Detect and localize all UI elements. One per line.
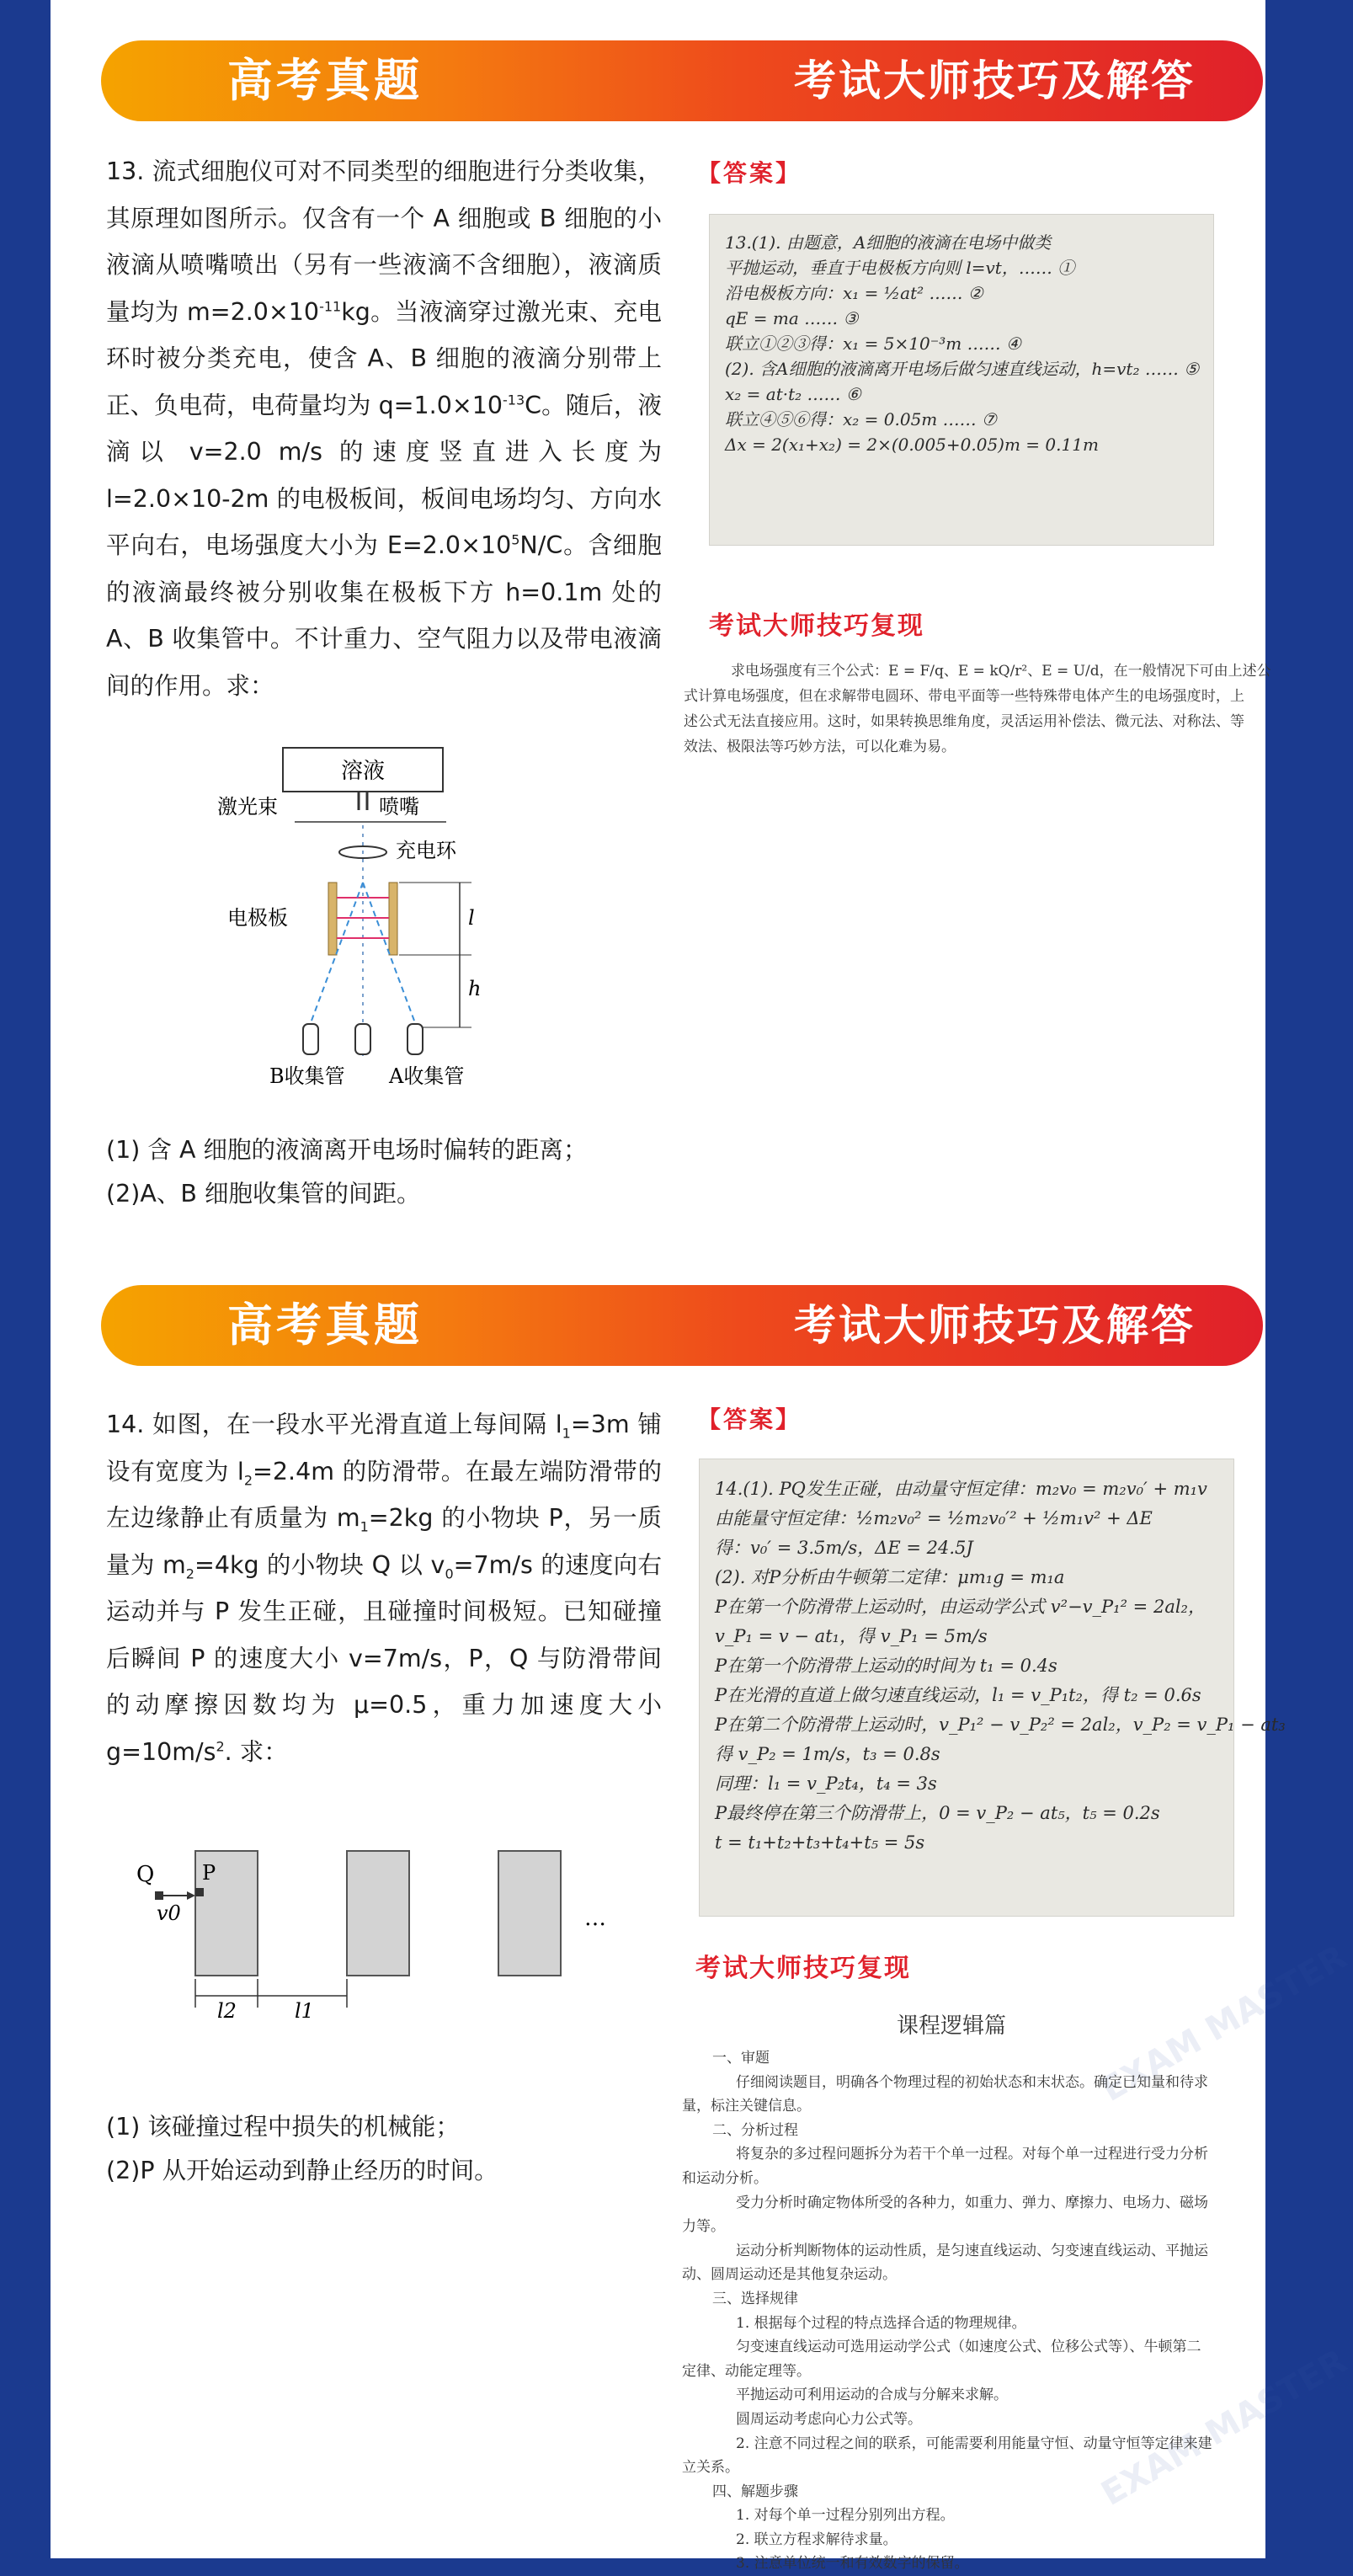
answer-label: 【答案】 (697, 159, 802, 187)
handwritten-line: 得：v₀′ = 3.5m/s，ΔE = 24.5J (715, 1538, 973, 1558)
fig-solution-label: 溶液 (340, 759, 386, 784)
subquestion-1: (1) 该碰撞过程中损失的机械能； (106, 2113, 460, 2141)
course-line: 1. 对每个单一过程分别列出方程。 (736, 2507, 955, 2525)
technique-text-line1: 求电场强度有三个公式：E = F/q、E = kQ/r²、E = U/d，在一般情况下可由上述公 (731, 663, 1271, 680)
course-line: 将复杂的多过程问题拆分为若干个单一过程。对每个单一过程进行受力分析 (736, 2146, 1208, 2163)
fig-l-label: l (468, 906, 475, 930)
fig-plate-label: 电极板 (227, 906, 288, 930)
course-line: 受力分析时确定物体所受的各种力，如重力、弹力、摩擦力、电场力、磁场 (736, 2194, 1208, 2211)
course-line: 一、审题 (712, 2050, 770, 2067)
handwritten-line: 同理：l₁ = v_P₂t₄，t₄ = 3s (715, 1773, 937, 1794)
course-line: 力等。 (682, 2218, 725, 2236)
course-line: 3. 注意单位统一和有效数字的保留。 (736, 2555, 969, 2573)
section-banner (101, 40, 1263, 121)
course-line: 立关系。 (682, 2459, 739, 2477)
fig-b-tube-label: B收集管 (269, 1064, 345, 1088)
course-line: 匀变速直线运动可选用运动学公式（如速度公式、位移公式等）、牛顿第二 (736, 2339, 1201, 2356)
handwritten-answer-14 (699, 1459, 1286, 1917)
course-line: 和运动分析。 (682, 2169, 768, 2187)
handwritten-line: t = t₁+t₂+t₃+t₄+t₅ = 5s (715, 1832, 925, 1853)
handwritten-line: 由能量守恒定律：½m₂v₀² = ½m₂v₀′² + ½m₁v² + ΔE (715, 1508, 1153, 1528)
course-line: 动、圆周运动还是其他复杂运动。 (682, 2266, 897, 2284)
anti-skid-strip-diagram (135, 1836, 657, 1979)
handwritten-line: P在第一个防滑带上运动时，由运动学公式 v²−v_P₁² = 2al₂， (715, 1597, 1206, 1617)
course-line: 运动分析判断物体的运动性质，是匀速直线运动、匀变速直线运动、平抛运 (736, 2242, 1208, 2259)
handwritten-line: 13.(1). 由题意，A细胞的液滴在电场中做类 (725, 232, 1052, 253)
handwritten-line: P在第二个防滑带上运动时，v_P₁² − v_P₂² = 2al₂，v_P₂ = v_P₁ − at₃ (715, 1715, 1286, 1735)
fig-dots: … (584, 1906, 606, 1931)
banner-title-left: 高考真题 (227, 54, 423, 107)
handwritten-line: 联立①②③得：x₁ = 5×10⁻³m …… ④ (725, 333, 1021, 354)
handwritten-line: 联立④⑤⑥得：x₂ = 0.05m …… ⑦ (725, 409, 997, 429)
fig-h-label: h (468, 977, 482, 1000)
subquestion-2: (2)P 从开始运动到静止经历的时间。 (106, 2157, 498, 2184)
course-line: 定律、动能定理等。 (682, 2362, 811, 2380)
course-line: 圆周运动考虑向心力公式等。 (736, 2410, 922, 2428)
course-line: 仔细阅读题目，明确各个物理过程的初始状态和末状态。确定已知量和待求 (736, 2073, 1208, 2091)
handwritten-line: (2). 对P分析由牛顿第二定律：μm₁g = m₁a (715, 1567, 1065, 1587)
course-title: 课程逻辑篇 (896, 2013, 1006, 2039)
fig-v0-label: v0 (157, 1901, 181, 1925)
flow-cytometer-diagram (210, 741, 581, 1095)
handwritten-line: Δx = 2(x₁+x₂) = 2×(0.005+0.05)m = 0.11m (725, 435, 1099, 455)
course-logic-section (682, 2008, 1221, 2576)
handwritten-line: P最终停在第三个防滑带上，0 = v_P₂ − at₅，t₅ = 0.2s (715, 1803, 1160, 1823)
answer-label: 【答案】 (697, 1405, 802, 1433)
handwritten-line: P在第一个防滑带上运动的时间为 t₁ = 0.4s (715, 1656, 1057, 1676)
handwritten-line: x₂ = at·t₂ …… ⑥ (725, 384, 861, 404)
course-line: 四、解题步骤 (712, 2483, 798, 2500)
fig-nozzle-label: 喷嘴 (379, 795, 419, 819)
fig-ring-label: 充电环 (396, 839, 456, 862)
banner-title-right: 考试大师技巧及解答 (794, 56, 1196, 105)
technique-text-body: 式计算电场强度，但在求解带电圆环、带电平面等一些特殊带电体产生的电场强度时，上述公式无法直接应用。这时，如果转换思维角度，灵活运用补偿法、微元法、对称法、等效法、极限法等巧妙方法，可以化难为易。 (684, 688, 1244, 755)
course-line: 2. 联立方程求解待求量。 (736, 2531, 898, 2548)
fig-q-label: Q (136, 1862, 155, 1887)
watermark: EXAM MASTER (1095, 2342, 1353, 2514)
course-line: 二、分析过程 (712, 2121, 798, 2139)
handwritten-line: v_P₁ = v − at₁，得 v_P₁ = 5m/s (715, 1626, 988, 1646)
question-13-text: 13. 流式细胞仪可对不同类型的细胞进行分类收集，其原理如图所示。仅含有一个 A 细胞或 B 细胞的小液滴从喷嘴喷出（另有一些液滴不含细胞），液滴质量均为 $m=2.0\times 10^{-11}kg$。当液滴穿过激光束、充电环时被分类充电，使含 A、B 细胞的液滴分别带上正、负电荷，电荷量均为 $q=1.0\times 10^{-13}C$。随后，液滴以 v=2.0 m/s 的速度竖直进入长度为 l=2.0×10-2m 的电极板间，板间电场均匀、方向水平向右，电场强度大小为 $E=2.0\times 10^5N/C$。含细胞的液滴最终被分别收集在极板下方 h=0.1m 处的 A、B 收集管中。不计重力、空气阻力以及带电液滴间的作用。求： (106, 157, 662, 700)
technique-title: 考试大师技巧复现 (709, 611, 924, 641)
watermark: EXAM MASTER (1095, 1938, 1353, 2109)
course-lines (682, 2046, 1221, 2576)
handwritten-line: P在光滑的直道上做匀速直线运动，l₁ = v_P₁t₂，得 t₂ = 0.6s (715, 1685, 1201, 1705)
course-line: 三、选择规律 (712, 2290, 798, 2307)
handwritten-line: (2). 含A细胞的液滴离开电场后做匀速直线运动，h=vt₂ …… ⑤ (725, 359, 1200, 379)
question-14-text: 14. 如图，在一段水平光滑直道上每间隔 $l_1=3m$ 铺设有宽度为 $l_2=2.4m$ 的防滑带。在最左端防滑带的左边缘静止有质量为 $m_1=2kg$ 的小物块 P，另一质量为 $m_2=4kg$ 的小物块 Q 以 $v_0=7m/s$ 的速度向右运动并与 P 发生正碰，且碰撞时间极短。已知碰撞后瞬间 P 的速度大小 v=7m/s，P，Q 与防滑带间的动摩擦因数均为 μ=0.5，重力加速度大小 $g=10m/s^2$. 求： (106, 1411, 662, 1766)
handwritten-line: 14.(1). PQ发生正碰，由动量守恒定律：m₂v₀ = m₂v₀′ + m₁v (715, 1479, 1207, 1499)
fig-laser-label: 激光束 (217, 795, 278, 819)
technique-title: 考试大师技巧复现 (695, 1954, 911, 1983)
handwritten-answer-13 (709, 214, 1214, 546)
handwritten-line: 得 v_P₂ = 1m/s，t₃ = 0.8s (715, 1744, 940, 1764)
handwritten-line: 沿电极板方向：x₁ = ½at² …… ② (725, 283, 983, 303)
course-line: 2. 注意不同过程之间的联系，可能需要利用能量守恒、动量守恒等定律来建 (736, 2435, 1212, 2452)
fig-a-tube-label: A收集管 (389, 1064, 465, 1088)
fig-l1-label: l1 (295, 1999, 314, 2023)
banner-title-left: 高考真题 (227, 1299, 423, 1352)
course-line: 量，标注关键信息。 (682, 2098, 811, 2115)
fig-p-label: P (202, 1861, 216, 1885)
question-13-panel (51, 0, 1271, 1263)
subquestion-1: (1) 含 A 细胞的液滴离开电场时偏转的距离； (106, 1136, 588, 1164)
subquestion-2: (2)A、B 细胞收集管的间距。 (106, 1180, 421, 1208)
section-banner (101, 1285, 1263, 1366)
banner-title-right: 考试大师技巧及解答 (794, 1301, 1196, 1350)
question-14-subquestions (106, 2105, 695, 2193)
handwritten-line: 平抛运动，垂直于电极板方向则 l=vt，…… ① (725, 258, 1075, 278)
handwritten-line: qE = ma …… ③ (725, 308, 859, 328)
fig-l2-label: l2 (217, 1999, 237, 2023)
strip-dimension-lines (135, 1979, 471, 2029)
question-13-subquestions (106, 1128, 695, 1216)
course-line: 1. 根据每个过程的特点选择合适的物理规律。 (736, 2314, 1026, 2332)
course-line: 平抛运动可利用运动的合成与分解来求解。 (736, 2387, 1008, 2404)
